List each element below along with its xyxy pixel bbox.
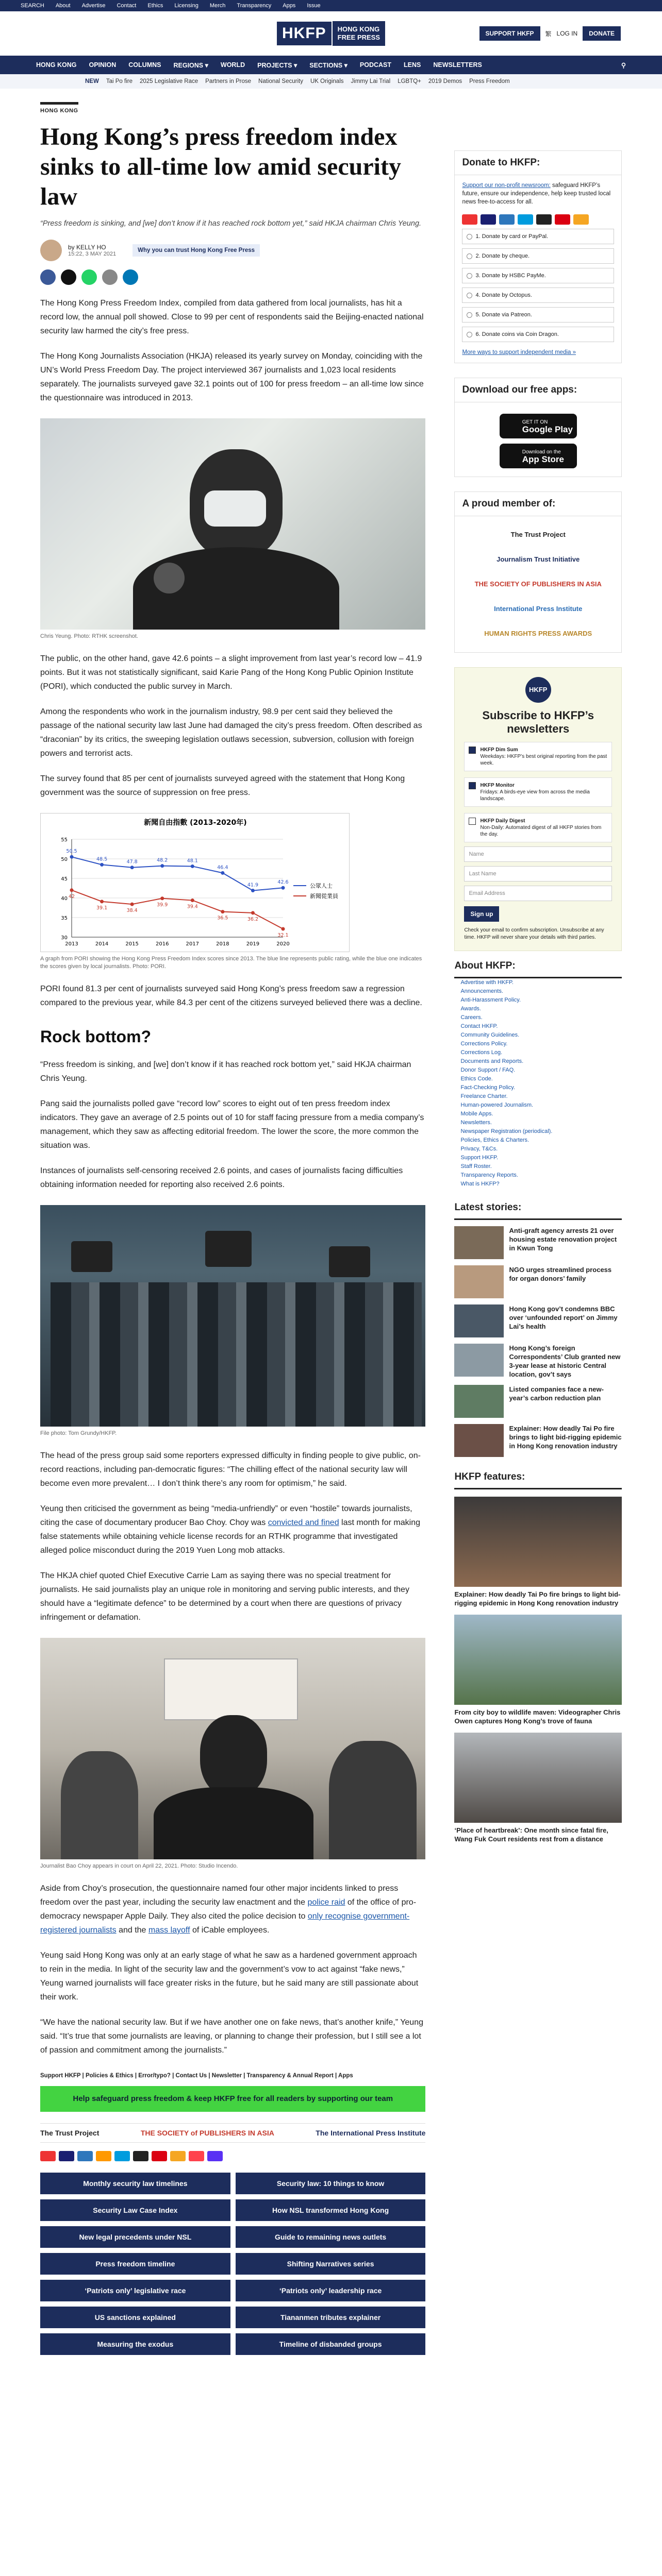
category-label[interactable]: HONG KONG xyxy=(40,102,78,114)
about-link[interactable]: Donor Support / FAQ. xyxy=(460,1067,516,1073)
trending-item[interactable]: Partners in Prose xyxy=(205,78,252,84)
latest-story[interactable]: Listed companies face a new-year’s carbon reduction plan xyxy=(454,1385,622,1418)
about-link[interactable]: Support HKFP. xyxy=(460,1155,499,1161)
checkbox-icon[interactable] xyxy=(469,782,476,789)
paragraph: Pang said the journalists polled gave “record low” scores to eight out of ten press freedom index indicators. They gave an average of 2.5 points out of 10 for staff facing pressure from a media company’s management, which they saw as affecting editorial freedom. The lower the score, the more common the situation was. xyxy=(40,1099,424,1150)
headline: Hong Kong’s press freedom index sinks to all-time low amid security law xyxy=(40,123,401,210)
data-label: 47.8 xyxy=(126,859,138,865)
content-wrap xyxy=(0,89,662,2355)
y-tick-label: 55 xyxy=(61,837,68,843)
about-link[interactable]: Advertise with HKFP. xyxy=(460,979,514,986)
data-label: 36.5 xyxy=(217,915,228,921)
payme-icon xyxy=(152,2151,167,2161)
project-link[interactable]: ‘Patriots only’ legislative race xyxy=(40,2280,230,2301)
data-label: 42.6 xyxy=(277,879,289,886)
member-box xyxy=(454,492,622,653)
payment-methods xyxy=(40,2151,425,2161)
apps-box xyxy=(454,378,622,477)
data-label: 42 xyxy=(68,893,75,900)
name-field[interactable]: Name xyxy=(464,846,612,862)
data-label: 39.4 xyxy=(187,904,198,910)
about-link[interactable]: Awards. xyxy=(460,1006,481,1012)
site-header xyxy=(0,11,662,56)
trending-item[interactable]: 2025 Legislative Race xyxy=(139,78,198,84)
checkbox-icon[interactable] xyxy=(469,747,476,754)
app-store-badge[interactable]: Download on the App Store xyxy=(500,444,577,468)
login-link[interactable]: LOG IN xyxy=(556,30,578,37)
paragraph: Yeung then criticised the government as being “media-unfriendly” or even “hostile” towards journalists, citing the case of documentary producer Bao Choy. Choy was convicted and fined last month for making false statements while obtaining vehicle license records for an RTHK programme that investigated alleged police misconduct during the 2019 Yuen Long mob attacks. xyxy=(40,1504,420,1555)
feature-story[interactable]: From city boy to wildlife maven: Videographer Chris Owen captures Hong Kong’s trove of fauna xyxy=(454,1615,622,1725)
legend-label: 公眾人士 xyxy=(310,883,333,889)
nav-columns[interactable]: COLUMNS xyxy=(128,61,161,69)
visa-icon xyxy=(481,214,496,225)
bottom-logos xyxy=(40,2123,425,2143)
about-link[interactable]: Careers. xyxy=(460,1014,483,1021)
email-icon[interactable] xyxy=(102,269,118,285)
feature-story[interactable]: ‘Place of heartbreak’: One month since fatal fire, Wang Fuk Court residents rest from a distance xyxy=(454,1733,622,1843)
donate-option[interactable]: 2. Donate by cheque. xyxy=(462,248,614,264)
applepay-icon xyxy=(536,214,552,225)
project-link[interactable]: Press freedom timeline xyxy=(40,2253,230,2275)
paragraph: The Hong Kong Journalists Association (HKJA) released its yearly survey on Monday, coinciding with the UN’s World Press Freedom Day. The project interviewed 367 journalists and 1,023 local residents separately. The journalists surveyed gave 32.1 points out of 100 for press freedom – an all-time low since the questionnaire was introduced in 2013. xyxy=(40,352,424,402)
feature-image xyxy=(454,1733,622,1823)
section-heading: Rock bottom? xyxy=(40,1027,152,1046)
mastercard-icon xyxy=(40,2151,56,2161)
data-point xyxy=(130,903,134,906)
topbar-issue[interactable]: Issue xyxy=(307,3,321,9)
feature-image xyxy=(454,1615,622,1705)
x-tick-label: 2015 xyxy=(125,941,139,947)
project-link[interactable]: Guide to remaining news outlets xyxy=(236,2226,426,2248)
donate-option[interactable]: 5. Donate via Patreon. xyxy=(462,307,614,323)
discover-icon xyxy=(96,2151,111,2161)
x-tick-label: 2016 xyxy=(155,941,169,947)
data-label: 48.1 xyxy=(187,858,198,864)
about-link[interactable]: What is HKFP? xyxy=(460,1181,500,1187)
radio-icon xyxy=(467,234,472,240)
newsletter-option[interactable]: HKFP Dim Sum Weekdays: HKFP’s best original reporting from the past week. xyxy=(464,742,612,771)
chart-caption: A graph from PORI showing the Hong Kong Press Freedom Index scores since 2013. The blue line represents public rating, while the blue one indicates the scores given by local journalists. Photo: PORI. xyxy=(40,956,422,970)
project-link[interactable]: Measuring the exodus xyxy=(40,2333,230,2355)
about-link[interactable]: Freelance Charter. xyxy=(460,1093,508,1099)
stripe-icon xyxy=(207,2151,223,2161)
hkfp-logo-icon: HKFP xyxy=(525,677,551,703)
search-icon[interactable]: ⚲ xyxy=(621,61,626,69)
about-link[interactable]: Corrections Policy. xyxy=(460,1041,508,1047)
donate-option[interactable]: 6. Donate coins via Coin Dragon. xyxy=(462,327,614,342)
paragraph: Among the respondents who work in the journalism industry, 98.9 per cent said they believed the passage of the national security law last June had damaged the city’s press freedom. Often described as “draconian” by its critics, the sweeping legislation outlaws secession, subversion, collusion with foreign powers and terrorist acts. xyxy=(40,707,422,758)
chart-svg xyxy=(41,814,350,953)
nav-sections[interactable]: SECTIONS ▾ xyxy=(309,61,347,69)
project-link[interactable]: How NSL transformed Hong Kong xyxy=(236,2199,426,2221)
trending-bar xyxy=(0,74,662,89)
data-label: 48.2 xyxy=(157,857,168,863)
about-link[interactable]: Community Guidelines. xyxy=(460,1032,520,1038)
story-thumbnail xyxy=(454,1304,504,1337)
y-tick-label: 30 xyxy=(61,935,68,941)
topbar-merch[interactable]: Merch xyxy=(209,3,226,9)
project-link[interactable]: Security law: 10 things to know xyxy=(236,2173,426,2194)
signup-button[interactable]: Sign up xyxy=(464,906,499,922)
trending-item[interactable]: Tai Po fire xyxy=(106,78,133,84)
project-link[interactable]: New legal precedents under NSL xyxy=(40,2226,230,2248)
latest-story[interactable]: Explainer: How deadly Tai Po fire brings to light bid-rigging epidemic in Hong Kong renovation industry xyxy=(454,1424,622,1457)
about-link[interactable]: Mobile Apps. xyxy=(460,1111,493,1117)
sopa-logo[interactable]: THE SOCIETY OF PUBLISHERS IN ASIA xyxy=(474,580,602,588)
nav-lens[interactable]: LENS xyxy=(404,61,421,69)
newsletter-option[interactable]: HKFP Monitor Fridays: A birds-eye view from across the media landscape. xyxy=(464,777,612,807)
story-thumbnail xyxy=(454,1385,504,1418)
data-label: 46.4 xyxy=(217,865,228,871)
subheadline: “Press freedom is sinking, and [we] don’t know if it has reached rock bottom yet,” said HKJA chairman Chris Yeung. xyxy=(40,219,422,228)
x-tick-label: 2013 xyxy=(65,941,78,947)
email-field[interactable]: Email Address xyxy=(464,886,612,901)
paypal-icon xyxy=(518,214,533,225)
project-link[interactable]: ‘Patriots only’ leadership race xyxy=(236,2280,426,2301)
publish-date: 15:22, 3 MAY 2021 xyxy=(68,251,117,257)
photo-bao-choy xyxy=(40,1638,425,1859)
project-link[interactable]: US sanctions explained xyxy=(40,2307,230,2328)
project-link[interactable]: Tiananmen tributes explainer xyxy=(236,2307,426,2328)
article xyxy=(40,89,425,2355)
latest-title: Latest stories: xyxy=(454,1197,622,1220)
data-point xyxy=(251,889,255,892)
donate-title: Donate to HKFP: xyxy=(455,151,621,175)
jti-logo[interactable]: Journalism Trust Initiative xyxy=(496,555,580,563)
facebook-icon[interactable] xyxy=(40,269,56,285)
topbar-licensing[interactable]: Licensing xyxy=(174,3,198,9)
donate-option[interactable]: 1. Donate by card or PayPal. xyxy=(462,229,614,244)
newsletter-note: Check your email to confirm subscription. Unsubscribe at any time. HKFP will never share your details with third parties. xyxy=(464,927,604,940)
trending-item[interactable]: 2019 Demos xyxy=(428,78,462,84)
about-link[interactable]: Transparency Reports. xyxy=(460,1172,518,1178)
data-label: 41.9 xyxy=(247,882,259,888)
data-point xyxy=(100,900,104,903)
byline-text xyxy=(68,244,116,257)
data-point xyxy=(221,871,224,875)
data-label: 38.4 xyxy=(126,908,138,914)
convicted-link[interactable]: convicted and fined xyxy=(268,1518,339,1527)
press-freedom-chart xyxy=(40,813,350,952)
support-button[interactable]: SUPPORT HKFP xyxy=(479,26,540,41)
payme-icon xyxy=(555,214,570,225)
y-tick-label: 50 xyxy=(61,857,68,862)
member-title: A proud member of: xyxy=(455,492,621,516)
nav-opinion[interactable]: OPINION xyxy=(89,61,117,69)
project-link[interactable]: Shifting Narratives series xyxy=(236,2253,426,2275)
author-avatar xyxy=(40,240,62,261)
project-link[interactable]: Timeline of disbanded groups xyxy=(236,2333,426,2355)
trending-item[interactable]: LGBTQ+ xyxy=(398,78,421,84)
data-label: 50.5 xyxy=(66,849,77,855)
about-link[interactable]: Announcements. xyxy=(460,988,504,994)
octopus-icon xyxy=(573,214,589,225)
x-tick-label: 2014 xyxy=(95,941,109,947)
trust-link[interactable]: Why you can trust Hong Kong Free Press xyxy=(133,244,260,257)
x-tick-label: 2018 xyxy=(216,941,229,947)
about-link[interactable]: Ethics Code. xyxy=(460,1076,493,1082)
latest-story[interactable]: Hong Kong gov’t condemns BBC over ‘unfounded report’ on Jimmy Lai’s health xyxy=(454,1304,622,1337)
photo-caption: Chris Yeung. Photo: RTHK screenshot. xyxy=(40,633,138,639)
trending-item[interactable]: National Security xyxy=(258,78,303,84)
about-link[interactable]: Documents and Reports. xyxy=(460,1058,524,1064)
x-tick-label: 2017 xyxy=(186,941,200,947)
main-nav xyxy=(0,56,662,74)
language-toggle[interactable]: 繁 xyxy=(545,30,552,38)
visa-icon xyxy=(59,2151,74,2161)
y-tick-label: 40 xyxy=(61,896,68,902)
data-point xyxy=(282,927,285,931)
about-link[interactable]: Newspaper Registration (periodical). xyxy=(460,1128,553,1134)
topbar-advertise[interactable]: Advertise xyxy=(81,3,106,9)
registered-journalists-link[interactable]: only recognise government-registered journalists xyxy=(40,1912,410,1935)
site-logo[interactable] xyxy=(277,21,385,46)
support-links[interactable]: Support HKFP | Policies & Ethics | Error/typo? | Contact Us | Newsletter | Transparency & Annual Report | Apps xyxy=(40,2073,353,2079)
topbar-contact[interactable]: Contact xyxy=(117,3,137,9)
paragraph: The head of the press group said some reporters expressed difficulty in finding people to give public, on-record reactions, including pan-democratic figures: “The chilling effect of the national security law will become even more prevalent… I don’t think there’s any room for optimism,” he said. xyxy=(40,1451,421,1488)
donate-option[interactable]: 3. Donate by HSBC PayMe. xyxy=(462,268,614,283)
paragraph: Aside from Choy’s prosecution, the questionnaire named four other major incidents linked to press freedom over the past year, including the security law enactment and the police raid of the office of pro-democracy newspaper Apple Daily. They also cited the police decision to only recognise government-registered journalists and the mass layoff of iCable employees. xyxy=(40,1884,417,1935)
paypal-icon xyxy=(114,2151,130,2161)
mastercard-icon xyxy=(462,214,477,225)
features-title: HKFP features: xyxy=(454,1466,622,1489)
about-link[interactable]: Human-powered Journalism. xyxy=(460,1102,534,1108)
donate-link[interactable]: Support our non-profit newsroom: xyxy=(462,182,551,189)
search-link[interactable]: SEARCH xyxy=(21,3,44,9)
paragraph: “Press freedom is sinking, and [we] don’t know if it has reached rock bottom yet,” said HKJA chairman Chris Yeung. xyxy=(40,1060,411,1083)
logo-text: HONG KONG FREE PRESS xyxy=(333,21,385,46)
data-label: 32.1 xyxy=(277,933,289,939)
checkbox-icon[interactable] xyxy=(469,818,476,825)
about-link[interactable]: Anti-Harassment Policy. xyxy=(460,997,521,1003)
data-point xyxy=(70,888,74,892)
photo-caption: File photo: Tom Grundy/HKFP. xyxy=(40,1430,117,1436)
trending-item[interactable]: Press Freedom xyxy=(469,78,510,84)
data-point xyxy=(70,855,74,859)
about-link[interactable]: Staff Roster. xyxy=(460,1163,492,1170)
story-thumbnail xyxy=(454,1226,504,1259)
data-point xyxy=(191,899,194,902)
data-point xyxy=(282,886,285,890)
feature-story[interactable]: Explainer: How deadly Tai Po fire brings to light bid-rigging epidemic in Hong Kong renovation industry xyxy=(454,1497,622,1607)
ipi-logo[interactable]: The International Press Institute xyxy=(316,2129,426,2137)
project-link[interactable]: Security Law Case Index xyxy=(40,2199,230,2221)
header-actions xyxy=(479,26,621,41)
x-tick-label: 2020 xyxy=(276,941,290,947)
story-thumbnail xyxy=(454,1344,504,1377)
support-banner[interactable]: Help safeguard press freedom & keep HKFP free for all readers by supporting our team xyxy=(40,2086,425,2112)
radio-icon xyxy=(467,332,472,337)
data-point xyxy=(221,910,224,913)
last-name-field[interactable]: Last Name xyxy=(464,866,612,882)
patreon-icon xyxy=(189,2151,204,2161)
mass-layoff-link[interactable]: mass layoff xyxy=(148,1926,190,1935)
donate-option[interactable]: 4. Donate by Octopus. xyxy=(462,287,614,303)
paragraph: The survey found that 85 per cent of journalists surveyed agreed with the statement that Hong Kong government was the source of suppression on free press. xyxy=(40,774,405,797)
photo-chris-yeung xyxy=(40,418,425,630)
paragraph: Instances of journalists self-censoring received 2.6 points, and cases of journalists facing difficulties obtaining information needed for reporting also received 2.6 points. xyxy=(40,1166,403,1189)
data-point xyxy=(191,865,194,868)
byline xyxy=(40,240,425,261)
story-thumbnail xyxy=(454,1424,504,1457)
newsletter-box xyxy=(454,667,622,951)
amex-icon xyxy=(77,2151,93,2161)
data-label: 39.1 xyxy=(96,905,108,911)
donate-box xyxy=(454,150,622,363)
share-buttons xyxy=(40,269,425,285)
top-utility-bar xyxy=(0,0,662,11)
about-links xyxy=(454,978,622,1189)
donate-body: Support our non-profit newsroom: safeguard HKFP’s future, ensure our independence, help keep trusted local news free-to-access for all. 1. Donate by card or PayPal. 2. Donate by cheque. 3. Donate by HSBC PayMe. 4. Donate by Octopus. 5. Donate via Patreon. 6. Donate coins via Coin Dragon. More ways to support independent media » xyxy=(455,175,621,363)
octopus-icon xyxy=(170,2151,186,2161)
trending-item[interactable]: Jimmy Lai Trial xyxy=(351,78,391,84)
about-link[interactable]: Policies, Ethics & Charters. xyxy=(460,1137,529,1143)
paragraph: “We have the national security law. But if we have another one on fake news, that’s another knife,” Yeung said. “It’s true that some journalists are leaving, or planning to change their profession, but I still see a lot of passion and commitment among the journalists.” xyxy=(40,2018,423,2055)
topbar-ethics[interactable]: Ethics xyxy=(147,3,163,9)
data-label: 39.9 xyxy=(157,902,168,908)
data-label: 48.5 xyxy=(96,856,108,862)
data-point xyxy=(160,896,164,900)
photo-press-crowd xyxy=(40,1205,425,1427)
linkedin-icon[interactable] xyxy=(123,269,138,285)
amex-icon xyxy=(499,214,515,225)
nav-newsletters[interactable]: NEWSLETTERS xyxy=(433,61,482,69)
paragraph: The HKJA chief quoted Chief Executive Carrie Lam as saying there was no special treatment for journalists. He said journalists play an unique role in monitoring and serving public interests, and they should have a “legitimate defence” to be determined by a court when there are questions of privacy infringement or defamation. xyxy=(40,1571,409,1622)
latest-story[interactable]: Anti-graft agency arrests 21 over housing estate renovation project in Kwun Tong xyxy=(454,1226,622,1259)
trending-label: NEW xyxy=(85,78,99,84)
ipi-logo[interactable]: International Press Institute xyxy=(494,605,583,613)
about-link[interactable]: Newsletters. xyxy=(460,1120,492,1126)
photo-caption: Journalist Bao Choy appears in court on April 22, 2021. Photo: Studio Incendo. xyxy=(40,1863,238,1869)
paragraph: Yeung said Hong Kong was only at an early stage of what he saw as a hardened government approach to rein in the media. In light of the security law and the government’s vow to act against “fake news,” Yeung warned journalists will face greater risks in the future, but he said many are still passionate about their work. xyxy=(40,1951,419,2002)
radio-icon xyxy=(467,293,472,298)
radio-icon xyxy=(467,312,472,318)
radio-icon xyxy=(467,253,472,259)
nav-hong-kong[interactable]: HONG KONG xyxy=(36,61,77,69)
paragraph: The Hong Kong Press Freedom Index, compiled from data gathered from local journalists, has hit a record low, the annual poll showed. Close to 99 per cent of respondents said the Beijing-enacted national security law harmed the city’s free press. xyxy=(40,299,424,335)
hrpa-logo[interactable]: HUMAN RIGHTS PRESS AWARDS xyxy=(484,630,592,637)
y-tick-label: 45 xyxy=(61,876,68,882)
feature-image xyxy=(454,1497,622,1587)
topbar-transparency[interactable]: Transparency xyxy=(237,3,272,9)
nav-regions[interactable]: REGIONS ▾ xyxy=(173,61,208,69)
topbar-about[interactable]: About xyxy=(55,3,71,9)
police-raid-link[interactable]: police raid xyxy=(307,1898,345,1907)
y-tick-label: 35 xyxy=(61,916,68,921)
x-tick-label: 2019 xyxy=(246,941,260,947)
story-thumbnail xyxy=(454,1265,504,1298)
chart-title: 新聞自由指數 (2013-2020年) xyxy=(144,819,247,827)
logo-mark: HKFP xyxy=(277,22,332,45)
legend-label: 新聞從業員 xyxy=(310,893,338,900)
data-point xyxy=(160,864,164,868)
project-link[interactable]: Monthly security law timelines xyxy=(40,2173,230,2194)
data-point xyxy=(100,863,104,867)
google-play-badge[interactable]: GET IT ON Google Play xyxy=(500,414,577,438)
apps-title: Download our free apps: xyxy=(455,378,621,402)
whatsapp-icon[interactable] xyxy=(81,269,97,285)
about-link[interactable]: Contact HKFP. xyxy=(460,1023,498,1029)
more-ways-link[interactable]: More ways to support independent media » xyxy=(462,349,576,355)
latest-story[interactable]: NGO urges streamlined process for organ donors’ family xyxy=(454,1265,622,1298)
radio-icon xyxy=(467,273,472,279)
sopa-logo[interactable]: THE SOCIETY of PUBLISHERS IN ASIA xyxy=(140,2129,274,2137)
latest-story[interactable]: Hong Kong’s foreign Correspondents’ Club granted new 3-year lease at historic Central location, gov’t says xyxy=(454,1344,622,1379)
data-label: 36.2 xyxy=(247,916,259,922)
nav-world[interactable]: WORLD xyxy=(220,61,245,69)
about-link[interactable]: Privacy, T&Cs. xyxy=(460,1146,498,1152)
topbar-apps[interactable]: Apps xyxy=(283,3,296,9)
data-point xyxy=(130,866,134,869)
newsletter-option[interactable]: HKFP Daily Digest Non-Daily: Automated digest of all HKFP stories from the day. xyxy=(464,813,612,842)
x-icon[interactable] xyxy=(61,269,76,285)
newsletter-title: Subscribe to HKFP’s newsletters xyxy=(482,709,594,735)
sidebar-payment-methods xyxy=(462,214,614,225)
about-link[interactable]: Fact-Checking Policy. xyxy=(460,1084,516,1091)
trending-item[interactable]: UK Originals xyxy=(310,78,344,84)
donate-button[interactable]: DONATE xyxy=(583,26,621,41)
paragraph: The public, on the other hand, gave 42.6 points – a slight improvement from last year’s record low – 41.9 points. But it was not statistically significant, said Karie Pang of the Hong Kong Public Opinion Institute (PORI), which conducted the public survey in March. xyxy=(40,654,422,691)
trust-project-logo[interactable]: The Trust Project xyxy=(510,531,566,538)
about-link[interactable]: Corrections Log. xyxy=(460,1049,503,1056)
applepay-icon xyxy=(133,2151,148,2161)
nav-podcast[interactable]: PODCAST xyxy=(359,61,392,69)
sidebar xyxy=(454,89,622,2355)
author-name[interactable]: by KELLY HO xyxy=(68,244,106,251)
data-point xyxy=(251,911,255,914)
trust-project-logo[interactable]: The Trust Project xyxy=(40,2129,100,2137)
paragraph: PORI found 81.3 per cent of journalists surveyed said Hong Kong’s press freedom saw a regression compared to the previous year, while 84.3 per cent of the citizens surveyed believed there was a decline. xyxy=(40,985,422,1007)
project-links-grid xyxy=(40,2173,425,2355)
nav-projects[interactable]: PROJECTS ▾ xyxy=(257,61,297,69)
about-title: About HKFP: xyxy=(454,955,622,978)
